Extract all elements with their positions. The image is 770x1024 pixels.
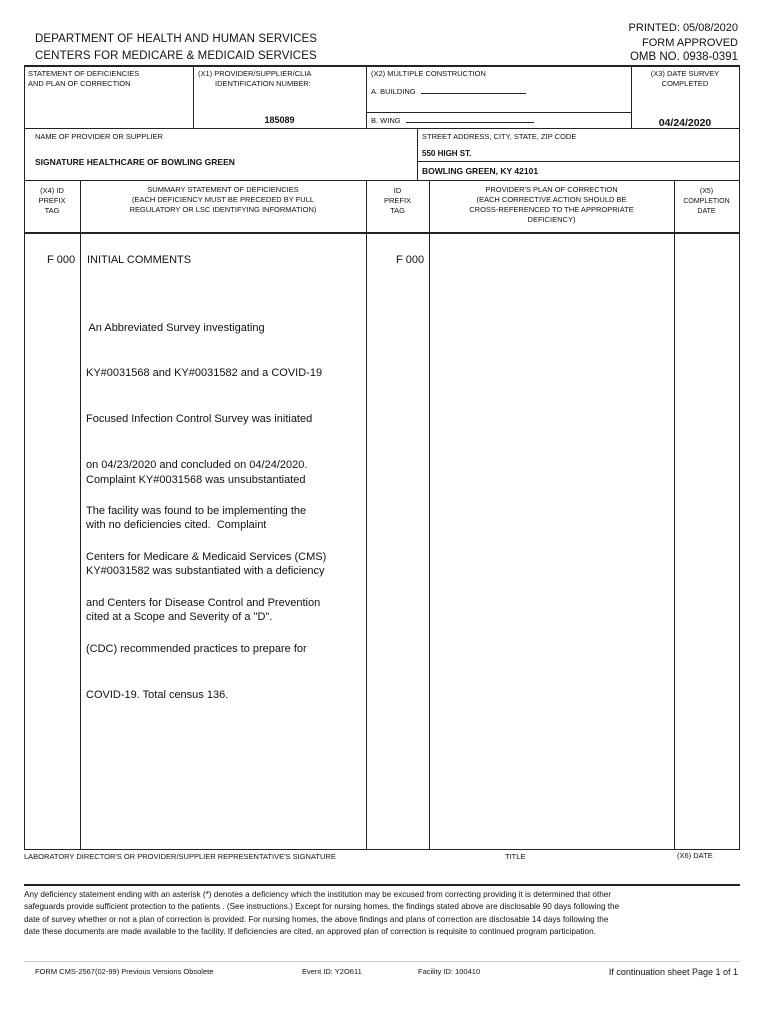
paragraph-line: Complaint KY#0031568 was unsubstantiated (86, 473, 306, 486)
form-number: FORM CMS-2567(02-99) Previous Versions Obsolete (35, 967, 214, 976)
right-border (739, 65, 740, 849)
x4-header: (X4) ID PREFIX TAG (38, 186, 66, 216)
paragraph-line: COVID-19. Total census 136. (86, 688, 229, 701)
footer-line (24, 961, 740, 962)
footnote-line: date these documents are made available to the facility. If deficiencies are cited, an approved plan of correction is requisite to continued program participation. (24, 927, 596, 937)
facility-id: Facility ID: 100410 (418, 967, 481, 976)
agency-title: CENTERS FOR MEDICARE & MEDICAID SERVICES (35, 50, 317, 62)
street-address: 550 HIGH ST. (422, 149, 472, 158)
row-divider-2 (24, 180, 740, 181)
paragraph-line: KY#0031582 was substantiated with a deficiency (86, 565, 325, 578)
wing-field: B. WING (371, 114, 534, 126)
statement-label: STATEMENT OF DEFICIENCIES AND PLAN OF CORRECTION (28, 69, 140, 89)
id-prefix-tag: F 000 (396, 254, 425, 266)
entry-paragraph-2 (86, 442, 325, 641)
disclosure-footnote (24, 889, 740, 939)
left-border (24, 65, 25, 849)
paragraph-line: (CDC) recommended practices to prepare for (86, 642, 307, 655)
divider-x2 (366, 65, 367, 128)
form-approved: FORM APPROVED (642, 37, 738, 49)
divider-address (417, 128, 418, 180)
paragraph-line: Centers for Medicare & Medicaid Services (CMS) (86, 551, 327, 564)
signature-label: LABORATORY DIRECTOR'S OR PROVIDER/SUPPLIER REPRESENTATIVE'S SIGNATURE (24, 852, 336, 861)
paragraph-line: KY#0031568 and KY#0031582 and a COVID-19 (86, 367, 323, 380)
paragraph-line: on 04/23/2020 and concluded on 04/24/2020. (86, 459, 308, 472)
paragraph-line: An Abbreviated Survey investigating (86, 321, 265, 334)
provider-id-number: 185089 (264, 115, 295, 125)
summary-header: SUMMARY STATEMENT OF DEFICIENCIES (EACH DEFICIENCY MUST BE PRECEDED BY FULL REGULATORY OR LSC IDENTIFYING INFORMATION) (129, 185, 317, 215)
col-divider-1 (80, 180, 81, 849)
address-label: STREET ADDRESS, CITY, STATE, ZIP CODE (422, 132, 577, 141)
id-header: ID PREFIX TAG (383, 186, 412, 216)
title-label: TITLE (505, 852, 526, 861)
paragraph-line: with no deficiencies cited. Complaint (86, 519, 267, 532)
x6-date-label: (X6) DATE (677, 851, 713, 860)
wing-underline (406, 114, 534, 123)
footnote-line: Any deficiency statement ending with an asterisk (*) denotes a deficiency which the institution may be excused from correcting providing it is determined that other (24, 890, 612, 899)
x1-label: (X1) PROVIDER/SUPPLIER/CLIA IDENTIFICATION NUMBER: (198, 69, 312, 89)
footnote-line: date of survey whether or not a plan of correction is provided. For nursing homes, the above findings and plans of correction are disclosable 14 days following the (24, 914, 609, 924)
provider-name-label: NAME OF PROVIDER OR SUPPLIER (35, 132, 163, 141)
wing-divider (366, 112, 631, 113)
col-divider-2 (366, 180, 367, 849)
prefix-tag: F 000 (47, 254, 76, 266)
col-divider-3 (429, 180, 430, 849)
paragraph-line: Focused Infection Control Survey was initiated (86, 413, 313, 426)
x2-label: (X2) MULTIPLE CONSTRUCTION (371, 69, 486, 78)
paragraph-line: cited at a Scope and Severity of a "D". (86, 611, 273, 624)
survey-completed-date: 04/24/2020 (658, 117, 712, 129)
address-divider (417, 161, 739, 162)
provider-name: SIGNATURE HEALTHCARE OF BOWLING GREEN (35, 157, 235, 167)
event-id: Event ID: Y2O611 (302, 967, 362, 976)
entry-title: INITIAL COMMENTS (87, 254, 192, 266)
omb-number: OMB NO. 0938-0391 (629, 51, 738, 63)
paragraph-line: and Centers for Disease Control and Prevention (86, 596, 321, 609)
signature-top (24, 849, 740, 850)
continuation-page: If continuation sheet Page 1 of 1 (608, 967, 738, 977)
city-state-zip: BOWLING GREEN, KY 42101 (422, 166, 539, 176)
top-border (24, 65, 740, 67)
plan-header: PROVIDER'S PLAN OF CORRECTION (EACH CORRECTIVE ACTION SHOULD BE CROSS-REFERENCED TO THE APPROPRIATE DEFICIENCY) (469, 185, 634, 225)
printed-date: PRINTED: 05/08/2020 (628, 22, 738, 34)
columns-header-bottom (24, 232, 740, 234)
x5-header: (X5) COMPLETION DATE (683, 188, 730, 215)
department-title: DEPARTMENT OF HEALTH AND HUMAN SERVICES (35, 33, 318, 45)
x3-label: (X3) DATE SURVEY COMPLETED (650, 69, 720, 89)
paragraph-line: The facility was found to be implementing the (86, 505, 307, 518)
signature-bottom (24, 884, 740, 886)
building-field: A. BUILDING (371, 85, 526, 97)
building-underline (421, 85, 526, 94)
footnote-line: safeguards provide sufficient protection to the patients . (See instructions.) Except for nursing homes, the findings stated above are disclosable 90 days following the (24, 902, 620, 912)
col-divider-4 (674, 180, 675, 849)
